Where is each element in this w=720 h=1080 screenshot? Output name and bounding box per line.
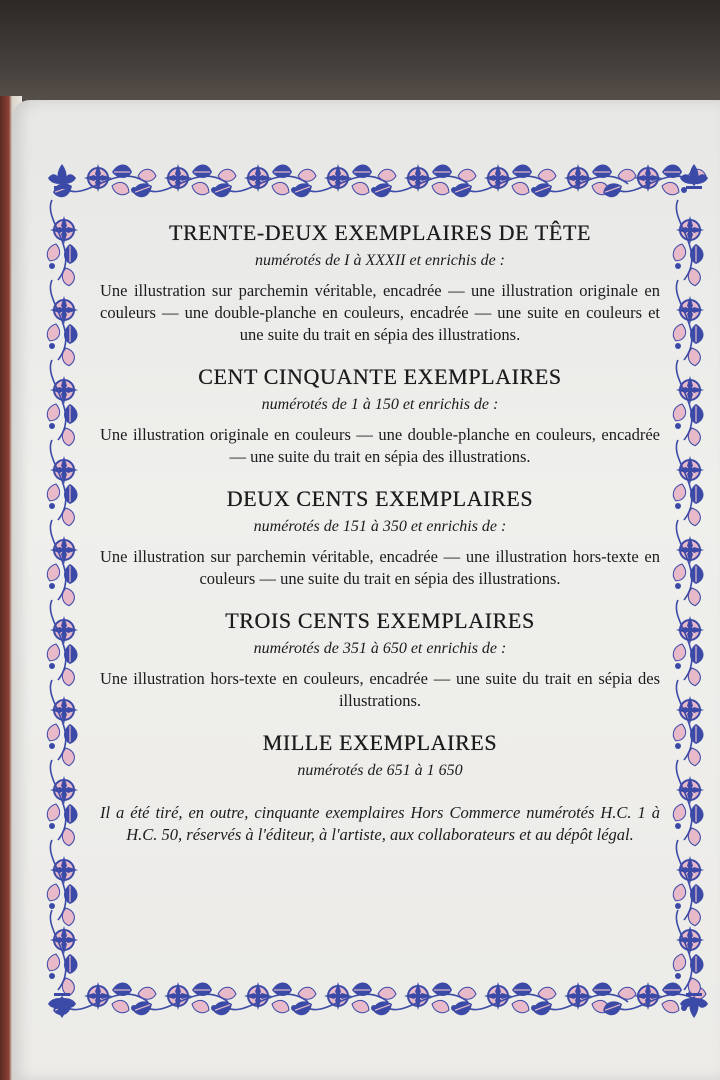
section-heading: DEUX CENTS EXEMPLAIRES bbox=[226, 486, 534, 511]
section-mille bbox=[100, 730, 660, 780]
section-body: Une illustration originale en couleurs — une double-planche en couleurs, encadrée — une suite du trait en sépia des illustrations. bbox=[100, 425, 660, 466]
section-subheading: numérotés de 1 à 150 et enrichis de : bbox=[261, 396, 499, 413]
section-body: Une illustration sur parchemin véritable, encadrée — une illustration originale en couleurs — une double-planche en couleurs, encadrée — une suite en couleurs et une suite du trait en sépia des illustrations. bbox=[100, 281, 660, 344]
section-deux-cents bbox=[100, 486, 660, 590]
border-right bbox=[671, 200, 704, 997]
section-cent-cinquante bbox=[100, 364, 660, 468]
section-tete bbox=[100, 220, 660, 346]
section-heading: TROIS CENTS EXEMPLAIRES bbox=[225, 608, 535, 633]
border-bottom bbox=[51, 982, 706, 1018]
section-subheading: numérotés de 351 à 650 et enrichis de : bbox=[253, 640, 507, 657]
background-shadow bbox=[0, 0, 720, 110]
section-subheading: numérotés de I à XXXII et enrichis de : bbox=[255, 252, 505, 269]
section-subheading: numérotés de 651 à 1 650 bbox=[297, 762, 463, 779]
section-subheading: numérotés de 151 à 350 et enrichis de : bbox=[253, 518, 507, 535]
section-heading: TRENTE-DEUX EXEMPLAIRES DE TÊTE bbox=[168, 220, 592, 245]
section-heading: MILLE EXEMPLAIRES bbox=[262, 730, 498, 755]
hors-commerce-note: Il a été tiré, en outre, cinquante exemplaires Hors Commerce numérotés H.C. 1 à H.C. 50, réservés à l'éditeur, à l'artiste, aux collaborateurs et au dépôt légal. bbox=[100, 803, 660, 844]
border-top bbox=[51, 164, 706, 200]
section-heading: CENT CINQUANTE EXEMPLAIRES bbox=[198, 364, 562, 389]
section-trois-cents bbox=[100, 608, 660, 712]
section-body: Une illustration sur parchemin véritable, encadrée — une illustration hors-texte en couleurs — une suite du trait en sépia des illustrations. bbox=[100, 547, 660, 588]
edition-notice bbox=[100, 220, 660, 863]
border-left bbox=[45, 200, 78, 997]
section-body: Une illustration hors-texte en couleurs, encadrée — une suite du trait en sépia des illustrations. bbox=[100, 669, 660, 710]
